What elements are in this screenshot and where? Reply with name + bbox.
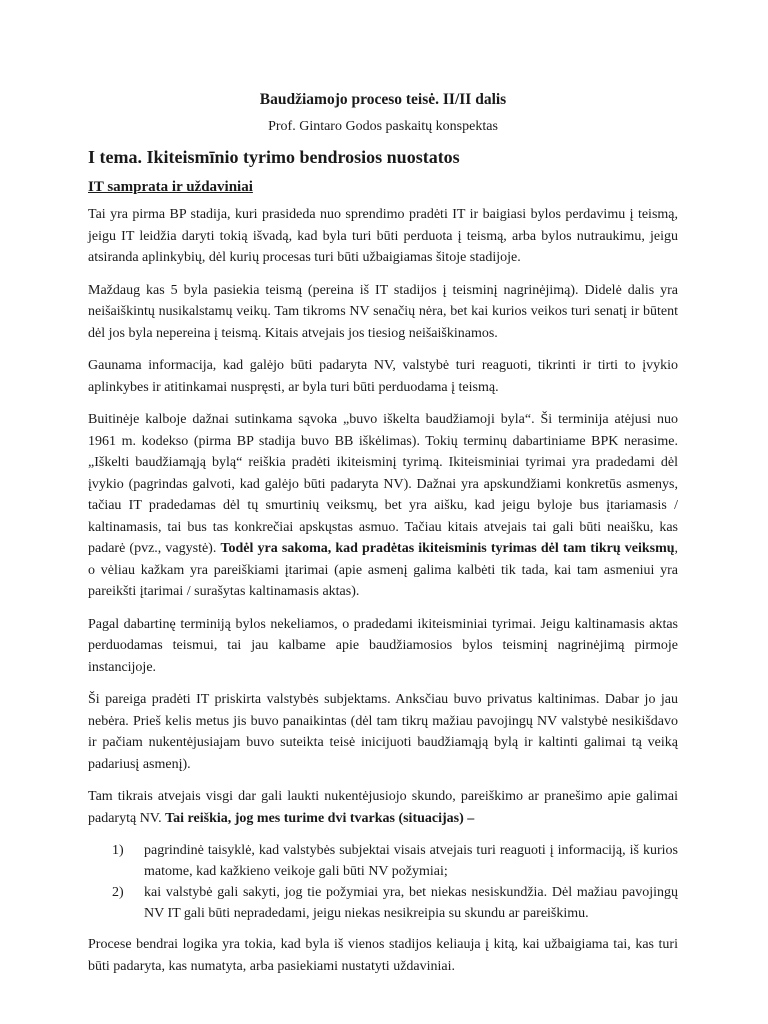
paragraph-1: Tai yra pirma BP stadija, kuri prasideda nuo sprendimo pradėti IT ir baigiasi bylos perdavimu į teismą, jeigu IT leidžia daryti tokią išvadą, kad byla turi būti perduota į teismą, arba bylos nutraukimu, jeigu atsiranda aplinkybių, dėl kurių procesas turi būti užbaigiamas šitoje stadijoje. [88,207,678,265]
paragraph-4-bold-text: Todėl yra sakoma, kad pradėtas ikiteisminis tyrimas dėl tam tikrų veiksmų [220,541,675,556]
document-title: Baudžiamojo proceso teisė. II/II dalis [259,91,507,108]
paragraph-5: Pagal dabartinę terminiją bylos nekeliamos, o pradedami ikiteisminiai tyrimai. Jeigu kaltinamasis aktas perduodamas teismui, tai jau kalbame apie baudžiamosios bylos teisminį nagrinėjimą pirmoje instancijoje. [88,616,678,675]
subsection-heading: IT samprata ir uždaviniai [88,179,253,195]
paragraph-4-text: Buitinėje kalboje dažnai sutinkama sąvoka „buvo iškelta baudžiamoji byla“. Ši terminija atėjusi nuo 1961 m. kodekso (pirma BP stadija buvo BB iškėlimas). Tokių terminų dabartiniame BPK nerasime. „Iškelti baudžiamąją bylą“ reiškia pradėti ikiteisminį tyrimą. Ikiteisminiai tyrimai yra pradedami dėl įvykio (pagrindas galvoti, kad galėjo būti padaryta NV). Dažnai yra apskundžiami konkretūs asmenys, tačiau IT pradedamas dėl tų smurtinių veiksmų, bet yra aišku, kad jeigu byloje bus įtariamasis / kaltinamasis, tai bus tas konkrečiai apskųstas asmuo. Tačiau kitais atvejais tai gali būti neaišku, kas padarė (pvz., vagystė). [88,412,678,556]
list-item-text: pagrindinė taisyklė, kad valstybės subjektai visais atvejais turi reaguoti į informaciją, iš kurios matome, kad kažkieno veikoje gali būti NV požymiai; [144,843,678,879]
list-item [88,840,678,882]
paragraph-7 [88,786,678,829]
list-item-number: 1) [112,843,124,858]
paragraph-2: Maždaug kas 5 byla pasiekia teismą (pereina iš IT stadijos į teisminį nagrinėjimą). Didelė dalis yra neišaiškintų nusikalstamų veikų. Tam tikroms NV senačių nėra, bet kai kurios veikos turi senatį ir būtent dėl jos byla nepereina į teismą. Kitais atvejais jos tiesiog neišaiškinamos. [88,282,678,341]
paragraph-4 [88,409,678,603]
paragraph-8: Procese bendrai logika yra tokia, kad byla iš vienos stadijos keliauja į kitą, kai užbaigiama tai, kas turi būti padaryta, kas numatyta, arba pasiekiami nustatyti uždaviniai. [88,937,678,974]
paragraph-7-text: Tam tikrais atvejais visgi dar gali laukti nukentėjusiojo skundo, pareiškimo ar pranešimo apie galimai padarytą NV. [88,789,678,826]
paragraph-3: Gaunama informacija, kad galėjo būti padaryta NV, valstybė turi reaguoti, tikrinti ir tirti to įvykio aplinkybes ir atitinkamai nuspręsti, ar byla turi būti perduodama į teismą. [88,358,678,395]
document-page [88,88,678,988]
section-heading: I tema. Ikiteismīnio tyrimo bendrosios nuostatos [88,147,460,167]
paragraph-6: Ši pareiga pradėti IT priskirta valstybės subjektams. Anksčiau buvo privatus kaltinimas. Dabar jo jau nebėra. Prieš kelis metus jis buvo panaikintas (dėl tam tikrų mažiau pavojingų NV valstybė nesikišdavo ir pačiam nukentėjusiajam buvo suteikta teisė inicijuoti baudžiamąją bylą ir kaltinti galimai tą veiką padariusį asmenį). [88,692,678,772]
list-item-number: 2) [112,885,124,900]
list-item [88,882,678,924]
paragraph-4-tail: , o vėliau kažkam yra pareiškiami įtarimai (apie asmenį galima kalbėti tik tada, kai tam asmeniui yra pareikšti įtarimai / surašytas kaltinamasis aktas). [88,541,679,599]
numbered-list [88,840,678,924]
paragraph-7-bold-text: Tai reiškia, jog mes turime dvi tvarkas (situacijas) – [165,810,475,826]
list-item-text: kai valstybė gali sakyti, jog tie požymiai yra, bet niekas nesiskundžia. Dėl mažiau pavojingų NV IT gali būti nepradedami, jeigu niekas nesikreipia su skundu ar pareiškimu. [144,885,678,921]
document-subtitle: Prof. Gintaro Godos paskaitų konspektas [268,119,498,134]
